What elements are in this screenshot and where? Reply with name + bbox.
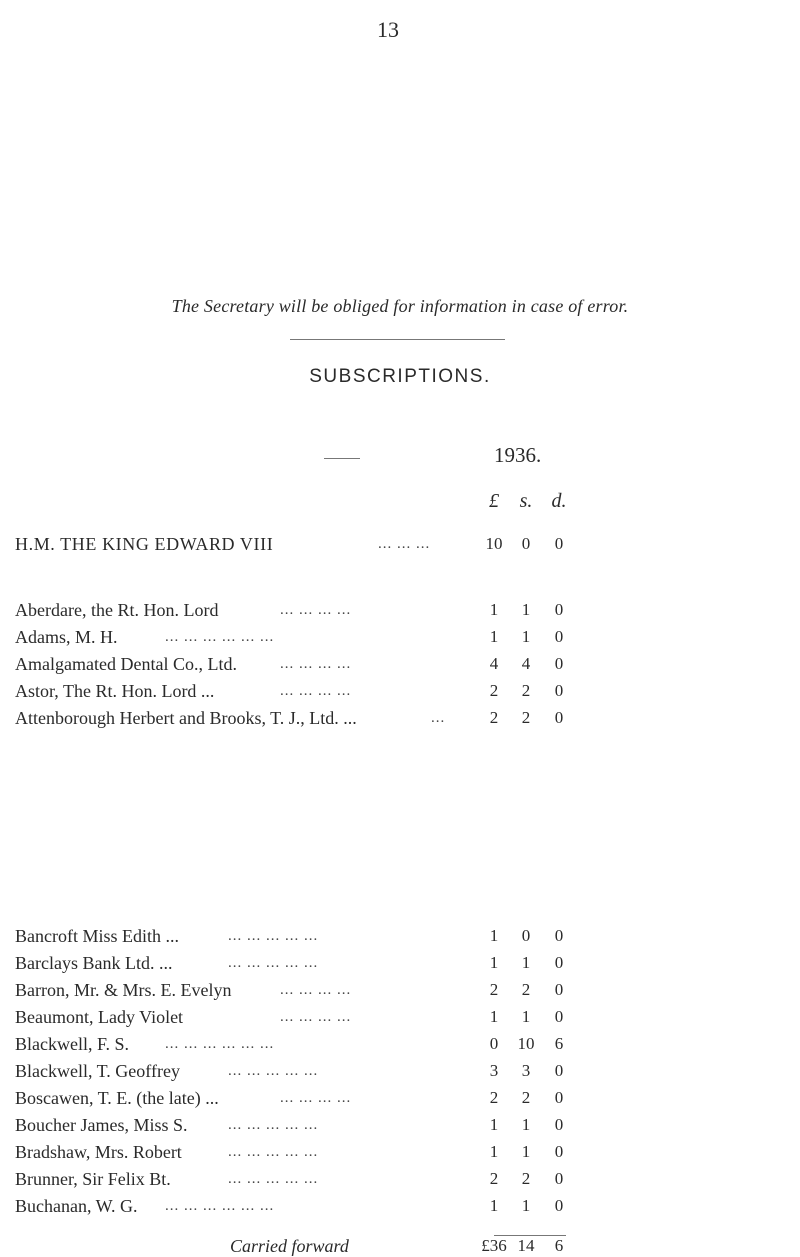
pence-value: 0 xyxy=(554,1088,564,1107)
subscriber-name: Buchanan, W. G. xyxy=(15,1196,138,1216)
year-heading: 1936. xyxy=(494,443,542,467)
pence-value: 0 xyxy=(554,681,564,700)
pence-value: 0 xyxy=(554,708,564,727)
page-number: 13 xyxy=(377,17,399,42)
subscription-row xyxy=(15,1030,735,1058)
pounds-value: 1 xyxy=(489,1007,499,1026)
shillings-value: 2 xyxy=(521,1088,531,1107)
pence-value: 0 xyxy=(554,980,564,999)
subscriber-name: Barclays Bank Ltd. ... xyxy=(15,953,173,973)
leader-dots: ... ... ... ... ... ... xyxy=(165,1198,275,1214)
subscription-row xyxy=(15,949,735,977)
pence-value: 0 xyxy=(554,534,564,553)
subscriber-name: Beaumont, Lady Violet xyxy=(15,1007,184,1027)
leader-dots: ... ... ... xyxy=(378,536,431,552)
leader-dots: ... ... ... ... ... xyxy=(228,1063,319,1079)
pounds-value: 2 xyxy=(489,1088,499,1107)
pence-value: 0 xyxy=(554,654,564,673)
leader-dots: ... ... ... ... ... xyxy=(228,928,319,944)
subscription-row xyxy=(15,1084,735,1112)
leader-dots: ... ... ... ... ... xyxy=(228,1171,319,1187)
pounds-value: 1 xyxy=(489,953,499,972)
shillings-value: 1 xyxy=(521,1142,531,1161)
pence-value: 0 xyxy=(554,1196,564,1215)
shillings-value: 1 xyxy=(521,627,531,646)
subscription-row xyxy=(15,1192,735,1220)
subscriber-name: Aberdare, the Rt. Hon. Lord xyxy=(15,600,219,620)
pounds-value: 2 xyxy=(489,708,499,727)
subscription-row xyxy=(15,623,735,651)
subscriber-name: Adams, M. H. xyxy=(15,627,118,647)
shillings-header: s. xyxy=(519,490,533,512)
shillings-value: 0 xyxy=(521,534,531,553)
total-pence: 6 xyxy=(554,1236,564,1255)
pounds-value: 2 xyxy=(489,980,499,999)
pounds-value: 1 xyxy=(489,926,499,945)
pence-value: 0 xyxy=(554,1061,564,1080)
subscriber-name: Blackwell, T. Geoffrey xyxy=(15,1061,180,1081)
pence-value: 0 xyxy=(554,627,564,646)
subscriber-name: Bradshaw, Mrs. Robert xyxy=(15,1142,182,1162)
divider-rule xyxy=(290,339,505,340)
subscription-row xyxy=(15,596,735,624)
pounds-value: 1 xyxy=(489,1115,499,1134)
leader-dots: ... ... ... ... xyxy=(280,1009,352,1025)
subscription-row xyxy=(15,1138,735,1166)
subscriber-name: Amalgamated Dental Co., Ltd. xyxy=(15,654,237,674)
shillings-value: 2 xyxy=(521,980,531,999)
leader-dots: ... ... ... ... ... xyxy=(228,955,319,971)
pence-value: 0 xyxy=(554,1007,564,1026)
pence-value: 0 xyxy=(554,953,564,972)
pounds-value: 0 xyxy=(489,1034,499,1053)
subscription-row xyxy=(15,1165,735,1193)
subscription-row xyxy=(15,922,735,950)
leader-dots: ... ... ... ... xyxy=(280,1090,352,1106)
subscriber-name: Astor, The Rt. Hon. Lord ... xyxy=(15,681,215,701)
short-rule xyxy=(324,458,360,459)
subscriber-name: Boscawen, T. E. (the late) ... xyxy=(15,1088,219,1108)
shillings-value: 2 xyxy=(521,708,531,727)
royal-subscription-row xyxy=(15,530,735,558)
shillings-value: 1 xyxy=(521,1196,531,1215)
leader-dots: ... ... ... ... xyxy=(280,683,352,699)
shillings-value: 1 xyxy=(521,600,531,619)
pence-header: d. xyxy=(551,490,567,512)
pence-value: 0 xyxy=(554,600,564,619)
pounds-value: 10 xyxy=(485,534,503,553)
total-pounds: £36 xyxy=(481,1236,507,1255)
error-notice: The Secretary will be obliged for information in case of error. xyxy=(171,296,629,316)
pounds-value: 1 xyxy=(489,1196,499,1215)
leader-dots: ... ... ... ... ... xyxy=(228,1144,319,1160)
pence-value: 0 xyxy=(554,1169,564,1188)
subscriber-name: Bancroft Miss Edith ... xyxy=(15,926,179,946)
pounds-value: 1 xyxy=(489,1142,499,1161)
subscription-row xyxy=(15,650,735,678)
subscription-row xyxy=(15,704,735,732)
section-title: SUBSCRIPTIONS. xyxy=(309,366,491,387)
subscriber-name: H.M. THE KING EDWARD VIII xyxy=(15,534,274,554)
leader-dots: ... xyxy=(431,710,446,726)
leader-dots: ... ... ... ... ... ... xyxy=(165,1036,275,1052)
shillings-value: 1 xyxy=(521,953,531,972)
subscriber-name: Blackwell, F. S. xyxy=(15,1034,130,1054)
leader-dots: ... ... ... ... ... ... xyxy=(165,629,275,645)
pounds-value: 2 xyxy=(489,1169,499,1188)
total-shillings: 14 xyxy=(517,1236,535,1255)
subscription-row xyxy=(15,1003,735,1031)
leader-dots: ... ... ... ... xyxy=(280,656,352,672)
shillings-value: 1 xyxy=(521,1115,531,1134)
shillings-value: 10 xyxy=(517,1034,535,1053)
subscriber-name: Attenborough Herbert and Brooks, T. J., Ltd. ... xyxy=(15,708,357,728)
subscriber-name: Barron, Mr. & Mrs. E. Evelyn xyxy=(15,980,232,1000)
pence-value: 0 xyxy=(554,1115,564,1134)
leader-dots: ... ... ... ... xyxy=(280,982,352,998)
pounds-value: 3 xyxy=(489,1061,499,1080)
subscription-row xyxy=(15,1111,735,1139)
shillings-value: 3 xyxy=(521,1061,531,1080)
carried-forward-label: Carried forward xyxy=(230,1236,349,1256)
shillings-value: 2 xyxy=(521,1169,531,1188)
leader-dots: ... ... ... ... ... xyxy=(228,1117,319,1133)
subscription-row xyxy=(15,1057,735,1085)
pounds-value: 1 xyxy=(489,600,499,619)
shillings-value: 4 xyxy=(521,654,531,673)
shillings-value: 0 xyxy=(521,926,531,945)
pounds-header: £ xyxy=(489,490,499,512)
subscriber-name: Boucher James, Miss S. xyxy=(15,1115,188,1135)
shillings-value: 1 xyxy=(521,1007,531,1026)
subscriber-name: Brunner, Sir Felix Bt. xyxy=(15,1169,171,1189)
pence-value: 6 xyxy=(554,1034,564,1053)
subscription-row xyxy=(15,976,735,1004)
pounds-value: 4 xyxy=(489,654,499,673)
leader-dots: ... ... ... ... xyxy=(280,602,352,618)
shillings-value: 2 xyxy=(521,681,531,700)
subscription-row xyxy=(15,677,735,705)
pounds-value: 1 xyxy=(489,627,499,646)
pounds-value: 2 xyxy=(489,681,499,700)
pence-value: 0 xyxy=(554,926,564,945)
pence-value: 0 xyxy=(554,1142,564,1161)
